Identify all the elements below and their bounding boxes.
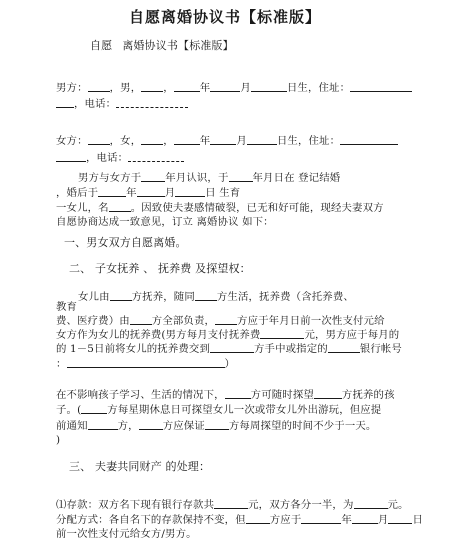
male-phone-label: ，电话： bbox=[74, 98, 117, 110]
custody-text-5c: 银行帐号 bbox=[359, 343, 402, 355]
marriage-line-2 bbox=[56, 186, 240, 200]
notify-party-blank[interactable] bbox=[88, 419, 118, 430]
visit-text-1c: 方抚养的孩 bbox=[341, 389, 395, 401]
female-phone-label: ，电话： bbox=[86, 152, 129, 164]
deposit-text-1a: ⑴存款：双方名下现有银行存款共 bbox=[56, 499, 215, 511]
custody-text-6b: ） bbox=[224, 358, 236, 370]
male-phone-blank[interactable] bbox=[116, 97, 188, 108]
deposit-text-2a: 分配方式：各自名下的存款保持不变，但 bbox=[56, 514, 246, 526]
female-phone-blank[interactable] bbox=[128, 151, 184, 162]
deposit-month-blank[interactable] bbox=[352, 513, 378, 524]
custody-text-5b: 方手中或指定的 bbox=[254, 343, 328, 355]
custody-text-1b: 方抚养，随同 bbox=[131, 291, 195, 303]
subtitle-line bbox=[90, 39, 234, 52]
male-party-line bbox=[56, 81, 412, 95]
female-ethnicity-blank[interactable] bbox=[141, 134, 163, 145]
female-year-text: 年 bbox=[199, 135, 211, 147]
female-address-blank-2[interactable] bbox=[56, 151, 86, 162]
marriage-text-2c: 月 bbox=[164, 187, 176, 199]
deposit-text-2d: 月 bbox=[377, 514, 389, 526]
marriage-text-1c: 年月日在 登记结婚 bbox=[252, 172, 341, 184]
marriage-line-1 bbox=[78, 171, 340, 185]
custody-line-1 bbox=[78, 290, 354, 304]
custody-text-1a: 女儿由 bbox=[78, 291, 110, 303]
visit-text-2a: 子。( bbox=[56, 404, 82, 416]
visit-line-3 bbox=[56, 419, 376, 433]
marriage-text-1b: 年月认识，于 bbox=[165, 172, 229, 184]
deposit-total-blank[interactable] bbox=[214, 498, 248, 509]
male-sep-text: ， bbox=[163, 82, 174, 94]
visit-text-3c: 方应保证 bbox=[162, 420, 205, 432]
visit-text-2b: 方每星期休息日可探望女儿一次或带女儿外出游玩，但应提 bbox=[107, 404, 382, 416]
male-address-blank[interactable] bbox=[350, 81, 412, 92]
female-month-text: 月 bbox=[236, 135, 247, 147]
female-party-line bbox=[56, 134, 398, 148]
female-birth-year-blank[interactable] bbox=[174, 134, 200, 145]
visit-line-1 bbox=[56, 388, 395, 402]
marriage-text-2d: 日 生育 bbox=[205, 187, 241, 199]
visit-line-2 bbox=[56, 403, 381, 417]
visit-party-blank[interactable] bbox=[225, 388, 251, 399]
monthly-amount-blank[interactable] bbox=[260, 328, 304, 339]
male-name-blank[interactable] bbox=[88, 81, 110, 92]
male-birth-month-blank[interactable] bbox=[210, 81, 240, 92]
guarantor-party-blank[interactable] bbox=[139, 419, 163, 430]
custody-party-blank[interactable] bbox=[110, 290, 132, 301]
visit-text-3a: 前通知 bbox=[56, 420, 88, 432]
deposit-text-2e: 日 bbox=[412, 514, 423, 526]
visit-text-1a: 在不影响孩子学习、生活的情况下， bbox=[56, 389, 225, 401]
register-year-blank[interactable] bbox=[229, 171, 253, 182]
birth-year-blank[interactable] bbox=[98, 186, 126, 197]
female-address-label: 日生，住址： bbox=[276, 135, 341, 147]
expense-party-blank[interactable] bbox=[130, 314, 152, 325]
deposit-text-2b: 方应于 bbox=[269, 514, 302, 526]
bank-name-blank[interactable] bbox=[328, 342, 360, 353]
male-birth-day-blank[interactable] bbox=[251, 81, 287, 92]
deposit-line-1 bbox=[56, 498, 409, 512]
marriage-text-1a: 男方与女方于 bbox=[78, 172, 142, 184]
visitor-party-blank[interactable] bbox=[205, 419, 229, 430]
visit-text-1b: 方可随时探望 bbox=[250, 389, 314, 401]
male-label: 男方： bbox=[56, 82, 88, 94]
custody-text-1c: 方生活，抚养费（含托养费、 bbox=[216, 291, 354, 303]
marriage-line-4: 自愿协商达成一致意见，订立 离婚协议 如下： bbox=[56, 216, 274, 228]
deposit-day-blank[interactable] bbox=[388, 513, 412, 524]
weekly-visit-party-blank[interactable] bbox=[81, 403, 107, 414]
deposit-year-blank[interactable] bbox=[301, 513, 341, 524]
custody-line-3 bbox=[56, 314, 385, 328]
section-3-heading: 三、 夫妻共同财产 的处理： bbox=[69, 460, 211, 473]
meet-year-blank[interactable] bbox=[141, 171, 165, 182]
custody-text-3b: 方全部负责， bbox=[151, 315, 216, 327]
deposit-text-1b: 元，双方各分一半，为 bbox=[248, 499, 354, 511]
recipient-party-blank[interactable] bbox=[210, 342, 254, 353]
custody-line-2: 教育 bbox=[56, 301, 78, 313]
birth-day-blank[interactable] bbox=[175, 186, 205, 197]
female-label: 女方： bbox=[56, 135, 88, 147]
male-year-text: 年 bbox=[199, 82, 211, 94]
deposit-line-2 bbox=[56, 513, 423, 527]
visit-text-3d: 方每周探望的时间不少于一天。 bbox=[228, 420, 377, 432]
custody-text-6a: ： bbox=[56, 358, 67, 370]
document-title: 自愿离婚协议书【标准版】 bbox=[128, 8, 321, 26]
female-name-blank[interactable] bbox=[88, 134, 110, 145]
male-month-text: 月 bbox=[240, 82, 251, 94]
female-party-line-2 bbox=[56, 151, 184, 165]
male-address-label: 日生，住址： bbox=[286, 82, 351, 94]
birth-month-blank[interactable] bbox=[137, 186, 165, 197]
custody-text-4a: 女方作为女儿的抚养费(男方每月支付抚养费 bbox=[56, 329, 261, 341]
subtitle-main: 离婚协议书【标准版】 bbox=[122, 39, 234, 52]
visit-text-3b: 方， bbox=[117, 420, 139, 432]
marriage-line-3 bbox=[56, 201, 384, 215]
male-gender-text: ，男， bbox=[109, 82, 142, 94]
female-birth-day-blank[interactable] bbox=[247, 134, 277, 145]
living-party-blank[interactable] bbox=[195, 290, 217, 301]
custodian-party-blank[interactable] bbox=[314, 388, 342, 399]
male-address-blank-2[interactable] bbox=[56, 97, 74, 108]
marriage-text-2a: ，婚后于 bbox=[56, 187, 99, 199]
custody-text-4b: 元，男方应于每月的 bbox=[304, 329, 400, 341]
female-gender-text: ，女， bbox=[109, 135, 142, 147]
marriage-text-2b: 年 bbox=[126, 187, 137, 199]
subtitle-prefix: 自愿 bbox=[90, 39, 113, 52]
section-1-heading: 一、男女双方自愿离婚。 bbox=[64, 236, 187, 249]
visit-line-4: ) bbox=[56, 434, 61, 446]
male-ethnicity-blank[interactable] bbox=[141, 81, 163, 92]
daughter-name-blank[interactable] bbox=[109, 201, 131, 212]
custody-line-6 bbox=[56, 357, 235, 371]
custody-text-5a: 的 1－5日前将女儿的抚养费交到 bbox=[56, 343, 211, 355]
male-birth-year-blank[interactable] bbox=[174, 81, 200, 92]
custody-text-3a: 费、医疗费）由 bbox=[56, 315, 130, 327]
custody-text-3c: 方应于年月日前一次性支付元给 bbox=[237, 315, 385, 327]
deposit-payer-blank[interactable] bbox=[246, 513, 270, 524]
marriage-text-3b: 。因致使夫妻感情破裂，已无和好可能，现经夫妻双方 bbox=[130, 202, 384, 214]
custody-line-4 bbox=[56, 328, 399, 342]
section-2-heading: 二、 子女抚养 、 抚养费 及探望权： bbox=[69, 262, 251, 275]
marriage-text-3a: 一女儿，名 bbox=[56, 202, 109, 214]
custody-line-5 bbox=[56, 342, 402, 356]
payer-party-blank[interactable] bbox=[215, 314, 237, 325]
deposit-half-blank[interactable] bbox=[354, 498, 388, 509]
deposit-text-1c: 元。 bbox=[387, 499, 409, 511]
female-sep-text: ， bbox=[163, 135, 174, 147]
deposit-line-3: 前一次性支付元给女方/男方。 bbox=[56, 528, 197, 540]
deposit-text-2c: 年 bbox=[341, 514, 352, 526]
female-birth-month-blank[interactable] bbox=[210, 134, 236, 145]
male-party-line-2 bbox=[56, 97, 188, 111]
female-address-blank[interactable] bbox=[340, 134, 398, 145]
bank-account-blank[interactable] bbox=[67, 357, 225, 368]
